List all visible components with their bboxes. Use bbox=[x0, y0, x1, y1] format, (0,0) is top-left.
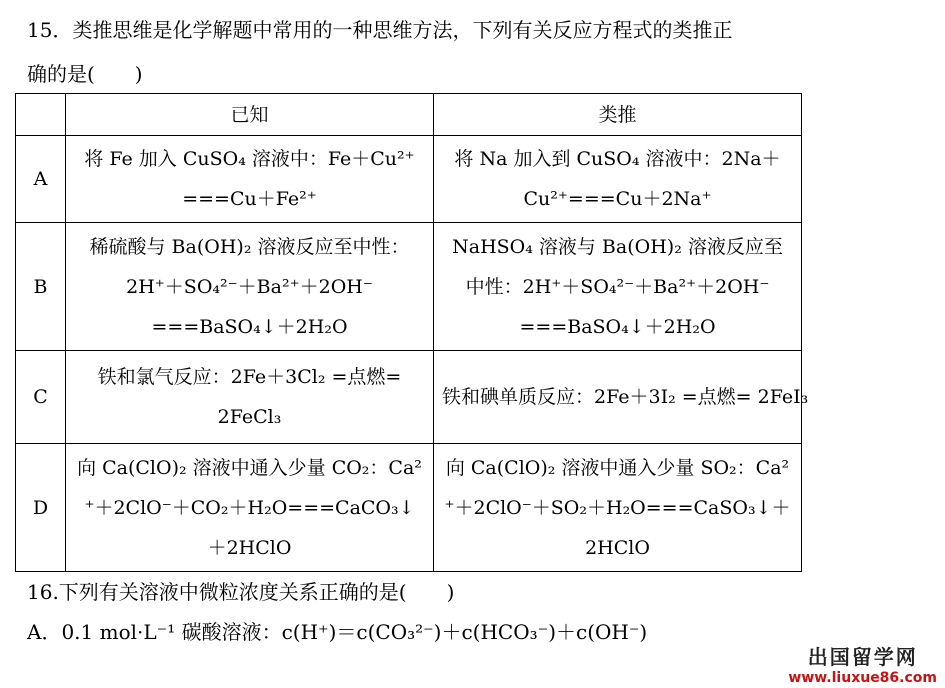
analogy-cell bbox=[434, 444, 802, 572]
analogy-cell bbox=[434, 136, 802, 223]
watermark-cn: 出国留学网 bbox=[807, 645, 918, 669]
question-15-line-1: 15．类推思维是化学解题中常用的一种思维方法，下列有关反应方程式的类推正 bbox=[27, 18, 733, 42]
known-line: ===Cu＋Fe²⁺ bbox=[182, 188, 317, 210]
known-cell bbox=[66, 136, 434, 223]
table-header-row bbox=[16, 94, 802, 136]
analogy-line: 向 Ca(ClO)₂ 溶液中通入少量 SO₂：Ca² bbox=[445, 456, 790, 479]
row-label: B bbox=[16, 223, 66, 351]
known-cell bbox=[66, 351, 434, 444]
header-known: 已知 bbox=[66, 94, 434, 136]
known-line: 2FeCl₃ bbox=[217, 406, 282, 428]
known-line: 向 Ca(ClO)₂ 溶液中通入少量 CO₂：Ca² bbox=[77, 456, 422, 479]
known-line: 2H⁺＋SO₄²⁻＋Ba²⁺＋2OH⁻ bbox=[126, 275, 373, 298]
question-15 bbox=[27, 8, 927, 96]
row-label: D bbox=[16, 444, 66, 572]
known-cell bbox=[66, 444, 434, 572]
table-row bbox=[16, 444, 802, 572]
analogy-line: NaHSO₄ 溶液与 Ba(OH)₂ 溶液反应至 bbox=[452, 235, 783, 258]
table-row bbox=[16, 136, 802, 223]
analogy-line: ===BaSO₄↓＋2H₂O bbox=[519, 315, 716, 338]
row-label: A bbox=[16, 136, 66, 223]
watermark-url: www.liuxue86.com bbox=[788, 670, 937, 686]
question-16-stem: 16.下列有关溶液中微粒浓度关系正确的是( ) bbox=[27, 580, 455, 604]
table-row bbox=[16, 351, 802, 444]
analogy-line: 铁和碘单质反应：2Fe＋3I₂ =点燃= 2FeI₃ bbox=[442, 386, 809, 408]
known-line: ===BaSO₄↓＋2H₂O bbox=[151, 315, 348, 338]
row-label: C bbox=[16, 351, 66, 444]
known-line: 铁和氯气反应：2Fe＋3Cl₂ =点燃= bbox=[97, 366, 402, 388]
known-line: ＋2HClO bbox=[207, 536, 292, 559]
watermark-logo bbox=[788, 641, 937, 686]
question-15-line-2: 确的是( ) bbox=[27, 62, 143, 86]
header-empty-cell bbox=[16, 94, 66, 136]
known-line: ⁺＋2ClO⁻＋CO₂＋H₂O===CaCO₃↓ bbox=[84, 496, 415, 519]
analogy-line: ⁺＋2ClO⁻＋SO₂＋H₂O===CaSO₃↓＋ bbox=[444, 496, 791, 519]
analogy-cell bbox=[434, 351, 809, 444]
analogy-table bbox=[15, 93, 809, 572]
analogy-line: 2HClO bbox=[585, 536, 650, 559]
question-16-option-a: A．0.1 mol·L⁻¹ 碳酸溶液：c(H⁺)＝c(CO₃²⁻)＋c(HCO₃⁻)＋c(OH⁻) bbox=[27, 620, 648, 644]
known-cell bbox=[66, 223, 434, 351]
analogy-line: 中性：2H⁺＋SO₄²⁻＋Ba²⁺＋2OH⁻ bbox=[465, 275, 770, 298]
analogy-cell bbox=[434, 223, 802, 351]
analogy-line: Cu²⁺===Cu＋2Na⁺ bbox=[523, 188, 712, 210]
header-analogy: 类推 bbox=[434, 94, 802, 136]
known-line: 将 Fe 加入 CuSO₄ 溶液中：Fe＋Cu²⁺ bbox=[84, 148, 415, 170]
analogy-line: 将 Na 加入到 CuSO₄ 溶液中：2Na＋ bbox=[454, 148, 781, 170]
known-line: 稀硫酸与 Ba(OH)₂ 溶液反应至中性： bbox=[89, 235, 410, 258]
table-row bbox=[16, 223, 802, 351]
